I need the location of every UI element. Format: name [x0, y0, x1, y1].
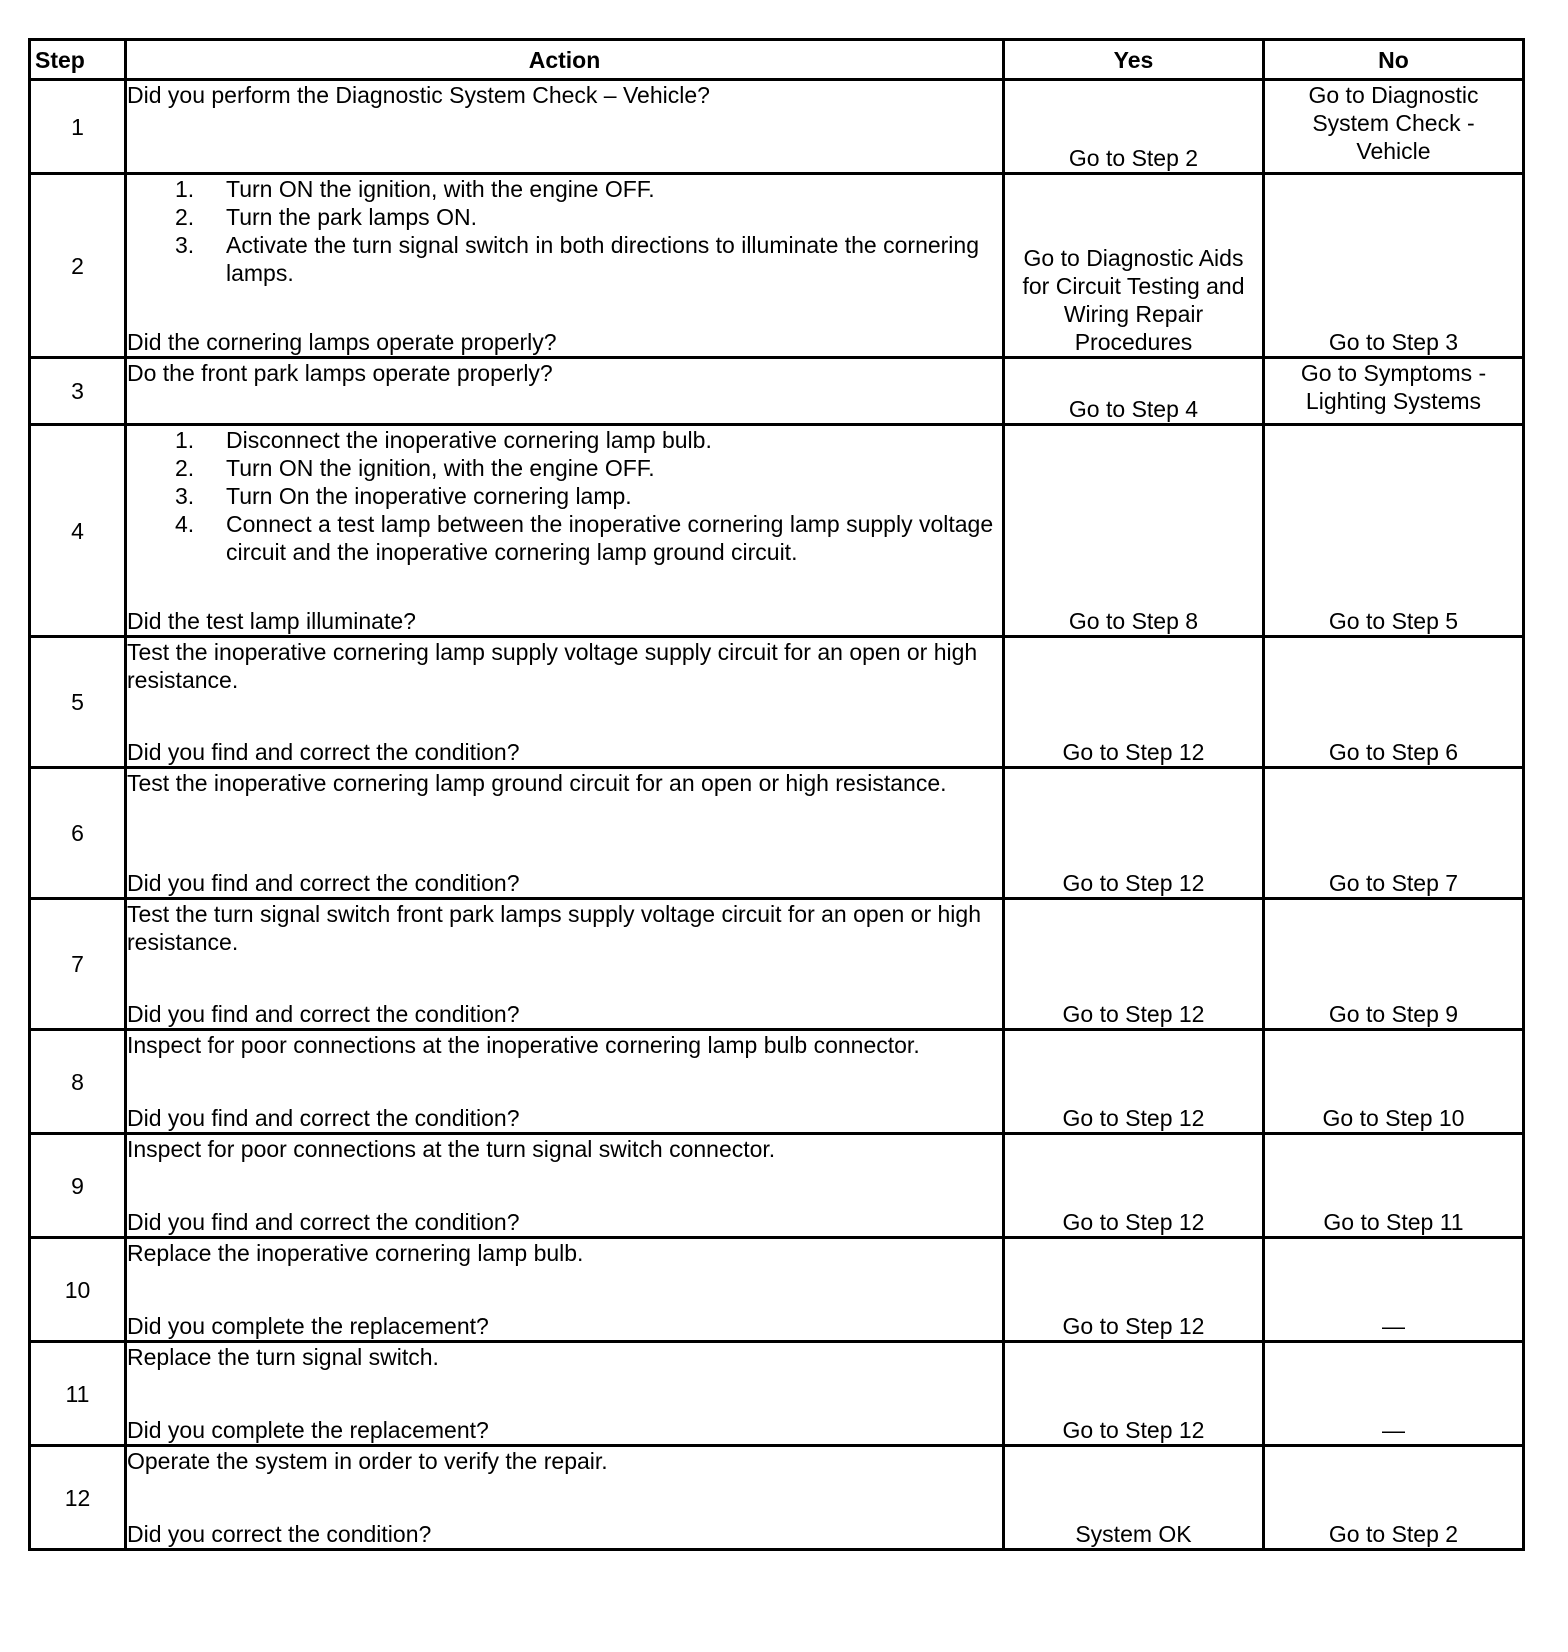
- yes-result-text: System OK: [1075, 1521, 1192, 1547]
- action-question: Did you correct the condition?: [127, 1521, 432, 1547]
- no-result-text: Go to Symptoms - Lighting Systems: [1300, 360, 1487, 414]
- yes-result-text: Go to Step 2: [1068, 145, 1199, 171]
- action-instruction: Do the front park lamps operate properly?: [127, 360, 553, 386]
- yes-result: [1004, 1030, 1264, 1134]
- header-step: Step: [30, 40, 126, 80]
- yes-result-text: Go to Step 12: [1062, 739, 1205, 765]
- action-body: [127, 359, 1002, 387]
- action-content: [127, 769, 1002, 897]
- no-result: [1264, 174, 1524, 358]
- table-row: [30, 80, 1524, 174]
- action-content: [127, 426, 1002, 635]
- step-number: 7: [30, 899, 126, 1030]
- no-result: [1264, 768, 1524, 899]
- no-result: [1264, 425, 1524, 637]
- action-step-number: 2.: [175, 204, 195, 230]
- no-result: [1264, 358, 1524, 425]
- action-step-item: [127, 175, 1002, 203]
- action-body: [127, 1239, 1002, 1267]
- action-cell: [126, 174, 1004, 358]
- step-number: 12: [30, 1446, 126, 1550]
- action-instruction: Inspect for poor connections at the inoperative cornering lamp bulb connector.: [127, 1032, 920, 1058]
- action-cell: [126, 1446, 1004, 1550]
- table-row: [30, 1030, 1524, 1134]
- action-step-item: [127, 482, 1002, 510]
- action-cell: [126, 768, 1004, 899]
- action-step-number: 3.: [175, 483, 195, 509]
- action-body: [127, 900, 1002, 956]
- no-result-text: Go to Step 2: [1328, 1521, 1459, 1547]
- action-step-text: Connect a test lamp between the inoperative cornering lamp supply voltage circuit and the inoperative cornering lamp ground circuit.: [226, 511, 994, 565]
- action-step-number: 4.: [175, 511, 195, 537]
- no-result-text: Go to Step 6: [1328, 739, 1459, 765]
- action-body: [127, 1135, 1002, 1163]
- action-question: Did you find and correct the condition?: [127, 1105, 520, 1131]
- step-number: 3: [30, 358, 126, 425]
- action-cell: [126, 1134, 1004, 1238]
- action-step-text: Turn ON the ignition, with the engine OFF.: [226, 176, 655, 202]
- header-no: No: [1264, 40, 1524, 80]
- step-number: 2: [30, 174, 126, 358]
- yes-result: [1004, 637, 1264, 768]
- yes-result: [1004, 80, 1264, 174]
- no-result-text: —: [1382, 1417, 1405, 1443]
- no-result-text: Go to Step 5: [1328, 608, 1459, 634]
- yes-result: [1004, 358, 1264, 425]
- table-row: [30, 1342, 1524, 1446]
- table-body: [30, 80, 1524, 1550]
- yes-result: [1004, 1446, 1264, 1550]
- action-body: [127, 175, 1002, 287]
- yes-result-text: Go to Diagnostic Aids for Circuit Testing and Wiring Repair Procedures: [1022, 245, 1245, 355]
- step-number: 1: [30, 80, 126, 174]
- table-row: [30, 768, 1524, 899]
- yes-result-text: Go to Step 4: [1068, 396, 1199, 422]
- no-result: [1264, 899, 1524, 1030]
- action-steps-list: [127, 175, 1002, 287]
- no-result: [1264, 1446, 1524, 1550]
- step-number: 11: [30, 1342, 126, 1446]
- yes-result: [1004, 1134, 1264, 1238]
- action-content: [127, 1239, 1002, 1340]
- step-number: 5: [30, 637, 126, 768]
- action-instruction: Replace the inoperative cornering lamp bulb.: [127, 1240, 584, 1266]
- yes-result-text: Go to Step 12: [1062, 1417, 1205, 1443]
- action-step-item: [127, 426, 1002, 454]
- action-question: Did the cornering lamps operate properly?: [127, 329, 557, 355]
- step-number: 4: [30, 425, 126, 637]
- yes-result-text: Go to Step 12: [1062, 1313, 1205, 1339]
- action-instruction: Replace the turn signal switch.: [127, 1344, 439, 1370]
- step-number: 8: [30, 1030, 126, 1134]
- action-step-item: [127, 454, 1002, 482]
- yes-result-text: Go to Step 12: [1062, 1209, 1205, 1235]
- action-body: [127, 426, 1002, 566]
- action-content: [127, 900, 1002, 1028]
- yes-result: [1004, 174, 1264, 358]
- no-result: [1264, 1238, 1524, 1342]
- action-instruction: Did you perform the Diagnostic System Check – Vehicle?: [127, 82, 710, 108]
- action-body: [127, 1447, 1002, 1475]
- action-step-text: Turn ON the ignition, with the engine OFF.: [226, 455, 655, 481]
- action-content: [127, 1135, 1002, 1236]
- action-step-item: [127, 510, 1002, 566]
- action-body: [127, 769, 1002, 797]
- action-question: Did the test lamp illuminate?: [127, 608, 416, 634]
- no-result-text: Go to Step 7: [1328, 870, 1459, 896]
- action-content: [127, 81, 1002, 172]
- table-row: [30, 425, 1524, 637]
- action-content: [127, 1031, 1002, 1132]
- diagnostic-table: [28, 38, 1525, 1551]
- action-cell: [126, 358, 1004, 425]
- action-question: Did you find and correct the condition?: [127, 1001, 520, 1027]
- action-cell: [126, 1342, 1004, 1446]
- action-body: [127, 81, 1002, 109]
- action-step-text: Turn the park lamps ON.: [226, 204, 477, 230]
- action-instruction: Test the turn signal switch front park lamps supply voltage circuit for an open or high resistance.: [127, 901, 981, 955]
- action-content: [127, 1447, 1002, 1548]
- action-content: [127, 175, 1002, 356]
- no-result-text: Go to Diagnostic System Check - Vehicle: [1308, 82, 1479, 164]
- header-row: [30, 40, 1524, 80]
- action-step-number: 1.: [175, 176, 195, 202]
- no-result: [1264, 1030, 1524, 1134]
- yes-result-text: Go to Step 8: [1068, 608, 1199, 634]
- action-step-number: 3.: [175, 232, 195, 258]
- action-step-number: 2.: [175, 455, 195, 481]
- action-step-item: [127, 231, 1002, 287]
- action-question: Did you find and correct the condition?: [127, 739, 520, 765]
- action-step-text: Activate the turn signal switch in both directions to illuminate the cornering lamps.: [226, 232, 980, 286]
- no-result: [1264, 80, 1524, 174]
- no-result-text: —: [1382, 1313, 1405, 1339]
- table-row: [30, 637, 1524, 768]
- step-number: 6: [30, 768, 126, 899]
- action-step-number: 1.: [175, 427, 195, 453]
- no-result-text: Go to Step 9: [1328, 1001, 1459, 1027]
- table-row: [30, 174, 1524, 358]
- no-result: [1264, 637, 1524, 768]
- yes-result-text: Go to Step 12: [1062, 1001, 1205, 1027]
- action-content: [127, 638, 1002, 766]
- action-body: [127, 638, 1002, 694]
- table-row: [30, 1134, 1524, 1238]
- yes-result: [1004, 768, 1264, 899]
- step-number: 10: [30, 1238, 126, 1342]
- header-yes: Yes: [1004, 40, 1264, 80]
- action-cell: [126, 1238, 1004, 1342]
- action-instruction: Test the inoperative cornering lamp supply voltage supply circuit for an open or high resistance.: [127, 639, 978, 693]
- yes-result-text: Go to Step 12: [1062, 870, 1205, 896]
- yes-result: [1004, 1342, 1264, 1446]
- table-row: [30, 358, 1524, 425]
- no-result: [1264, 1342, 1524, 1446]
- action-instruction: Inspect for poor connections at the turn signal switch connector.: [127, 1136, 776, 1162]
- no-result: [1264, 1134, 1524, 1238]
- action-step-text: Disconnect the inoperative cornering lamp bulb.: [226, 427, 712, 453]
- action-cell: [126, 899, 1004, 1030]
- action-instruction: Test the inoperative cornering lamp ground circuit for an open or high resistance.: [127, 770, 947, 796]
- action-content: [127, 359, 1002, 423]
- action-cell: [126, 1030, 1004, 1134]
- no-result-text: Go to Step 11: [1323, 1209, 1464, 1235]
- action-question: Did you complete the replacement?: [127, 1417, 489, 1443]
- step-number: 9: [30, 1134, 126, 1238]
- action-steps-list: [127, 426, 1002, 566]
- action-question: Did you complete the replacement?: [127, 1313, 489, 1339]
- action-body: [127, 1031, 1002, 1059]
- table-row: [30, 899, 1524, 1030]
- action-cell: [126, 637, 1004, 768]
- action-step-item: [127, 203, 1002, 231]
- table-row: [30, 1238, 1524, 1342]
- table-row: [30, 1446, 1524, 1550]
- header-action: Action: [126, 40, 1004, 80]
- action-cell: [126, 425, 1004, 637]
- action-step-text: Turn On the inoperative cornering lamp.: [226, 483, 632, 509]
- action-instruction: Operate the system in order to verify the repair.: [127, 1448, 608, 1474]
- action-content: [127, 1343, 1002, 1444]
- yes-result: [1004, 899, 1264, 1030]
- action-cell: [126, 80, 1004, 174]
- yes-result: [1004, 1238, 1264, 1342]
- action-question: Did you find and correct the condition?: [127, 1209, 520, 1235]
- yes-result-text: Go to Step 12: [1062, 1105, 1205, 1131]
- action-question: Did you find and correct the condition?: [127, 870, 520, 896]
- yes-result: [1004, 425, 1264, 637]
- no-result-text: Go to Step 3: [1328, 329, 1459, 355]
- no-result-text: Go to Step 10: [1322, 1105, 1465, 1131]
- action-body: [127, 1343, 1002, 1371]
